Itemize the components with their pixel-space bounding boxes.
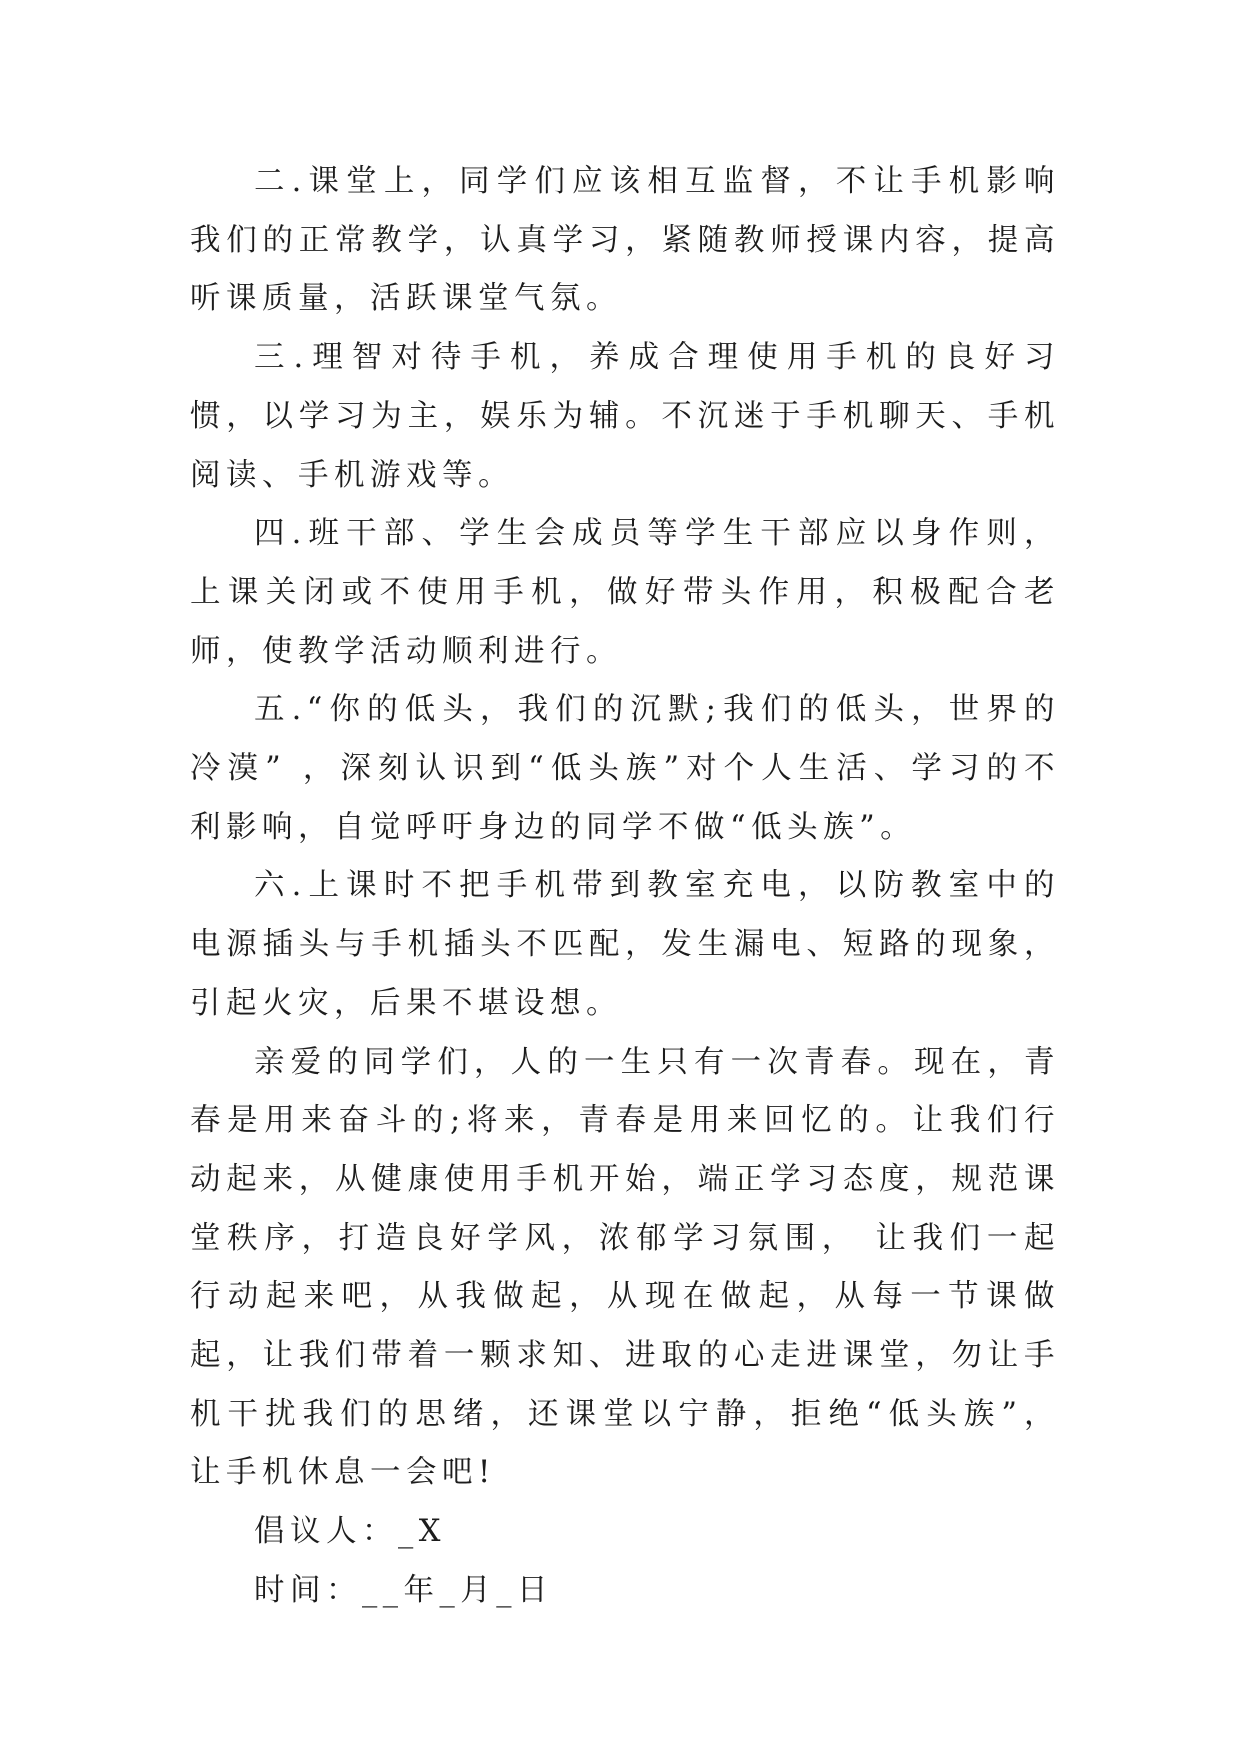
paragraph-5: 五.“你的低头，我们的沉默;我们的低头，世界的冷漠” ，深刻认识到“低头族”对个人生活、学习的不利影响，自觉呼吁身边的同学不做“低头族”。 xyxy=(190,692,1060,845)
paragraph-4: 四.班干部、学生会成员等学生干部应以身作则，上课关闭或不使用手机，做好带头作用，积极配合老师，使教学活动顺利进行。 xyxy=(190,516,1060,669)
paragraph-3: 三.理智对待手机，养成合理使用手机的良好习惯，以学习为主，娱乐为辅。不沉迷于手机聊天、手机阅读、手机游戏等。 xyxy=(190,340,1060,493)
initiator-line: 倡议人：_X xyxy=(254,1514,446,1550)
document-body xyxy=(190,153,1060,1621)
paragraph-2: 二.课堂上，同学们应该相互监督，不让手机影响我们的正常教学，认真学习，紧随教师授课内容，提高听课质量，活跃课堂气氛。 xyxy=(190,164,1060,317)
paragraph-6: 六.上课时不把手机带到教室充电，以防教室中的电源插头与手机插头不匹配，发生漏电、短路的现象，引起火灾，后果不堪设想。 xyxy=(190,868,1060,1021)
closing-paragraph: 亲爱的同学们，人的一生只有一次青春。现在，青春是用来奋斗的;将来，青春是用来回忆的。让我们行动起来，从健康使用手机开始，端正学习态度，规范课堂秩序，打造良好学风，浓郁学习氛围， 让我们一起行动起来吧，从我做起，从现在做起，从每一节课做起，让我们带着一颗求知、进取的心走进课堂，勿让手机干扰我们的思绪，还课堂以宁静，拒绝“低头族”，让手机休息一会吧! xyxy=(190,1044,1060,1491)
time-line: 时间：__年_月_日 xyxy=(254,1572,553,1608)
